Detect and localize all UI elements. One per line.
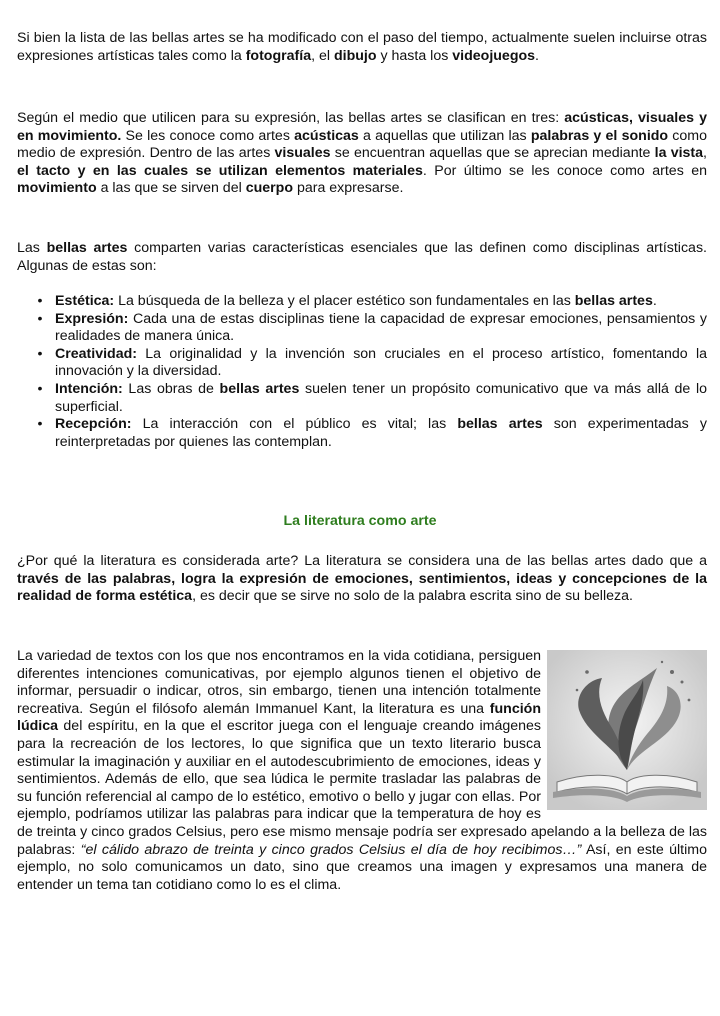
bullet-icon: • xyxy=(37,293,43,309)
paragraph-characteristics-intro: Las bellas artes comparten varias características esenciales que las definen como disciplinas artísticas. Algunas de estas son: xyxy=(17,240,707,274)
bullet-icon: • xyxy=(37,310,43,327)
list-item: • Estética: La búsqueda de la belleza y el placer estético son fundamentales en las bellas artes. xyxy=(17,293,707,311)
list-item: • Intención: Las obras de bellas artes suelen tener un propósito comunicativo que va más allá de lo superficial. xyxy=(17,381,707,416)
bullet-icon: • xyxy=(37,416,43,433)
paragraph-fine-arts-list: Si bien la lista de las bellas artes se ha modificado con el paso del tiempo, actualmente suelen incluirse otras expresiones artísticas tales como la fotografía, el dibujo y hasta los videojuegos. xyxy=(17,30,707,64)
bullet-icon: • xyxy=(37,380,43,397)
characteristics-list xyxy=(17,293,707,451)
paragraph-ludic-function: La variedad de textos con los que nos encontramos en la vida cotidiana, persiguen diferentes intenciones comunicativas, por ejemplo algunos tienen el objetivo de informar, persuadir o indicar, otros, sin embargo, tienen una intención totalmente recreativa. Según el filósofo alemán Immanuel Kant, la literatura es una función lúdica del espíritu, en la que el escritor juega con el lenguaje creando imágenes para la recreación de los lectores, lo que significa que un texto literario busca estimular la imaginación y auxiliar en el autodescubrimiento de emociones, ideas y sentimientos. Además de ello, que sea lúdica le permite trasladar las palabras de su función referencial al campo de lo estético, emotivo o bello y jugar con ellas. Por ejemplo, podríamos utilizar las palabras para indicar que la temperatura de hoy es de treinta y cinco grados Celsius, pero ese mismo mensaje podría ser expresado apelando a la belleza de las palabras: “el cálido abrazo de treinta y cinco grados Celsius el día de hoy recibimos…” Así, en este último ejemplo, no solo comunicamos un dato, sino que creamos una imagen y expresamos una manera de entender un tema tan cotidiano como lo es el clima. xyxy=(17,648,707,893)
bullet-icon: • xyxy=(37,345,43,362)
list-item: • Creatividad: La originalidad y la invención son cruciales en el proceso artístico, fomentando la innovación y la diversidad. xyxy=(17,346,707,381)
list-item: • Recepción: La interacción con el público es vital; las bellas artes son experimentadas y reinterpretadas por quienes las contemplan. xyxy=(17,416,707,451)
section-heading: La literatura como arte xyxy=(283,513,437,529)
list-item: • Expresión: Cada una de estas disciplinas tiene la capacidad de expresar emociones, pensamientos y realidades de manera única. xyxy=(17,311,707,346)
paragraph-literature-art: ¿Por qué la literatura es considerada arte? La literatura se considera una de las bellas artes dado que a través de las palabras, logra la expresión de emociones, sentimientos, ideas y concepciones de la realidad de forma estética, es decir que se sirve no solo de la palabra escrita sino de su belleza. xyxy=(17,553,707,605)
open-book-illustration-icon xyxy=(547,650,707,810)
paragraph-classification: Según el medio que utilicen para su expresión, las bellas artes se clasifican en tres: acústicas, visuales y en movimiento. Se les conoce como artes acústicas a aquellas que utilizan las palabras y el sonido como medio de expresión. Dentro de las artes visuales se encuentran aquellas que se aprecian mediante la vista, el tacto y en las cuales se utilizan elementos materiales. Por último se les conoce como artes en movimiento a las que se sirven del cuerpo para expresarse. xyxy=(17,110,708,197)
